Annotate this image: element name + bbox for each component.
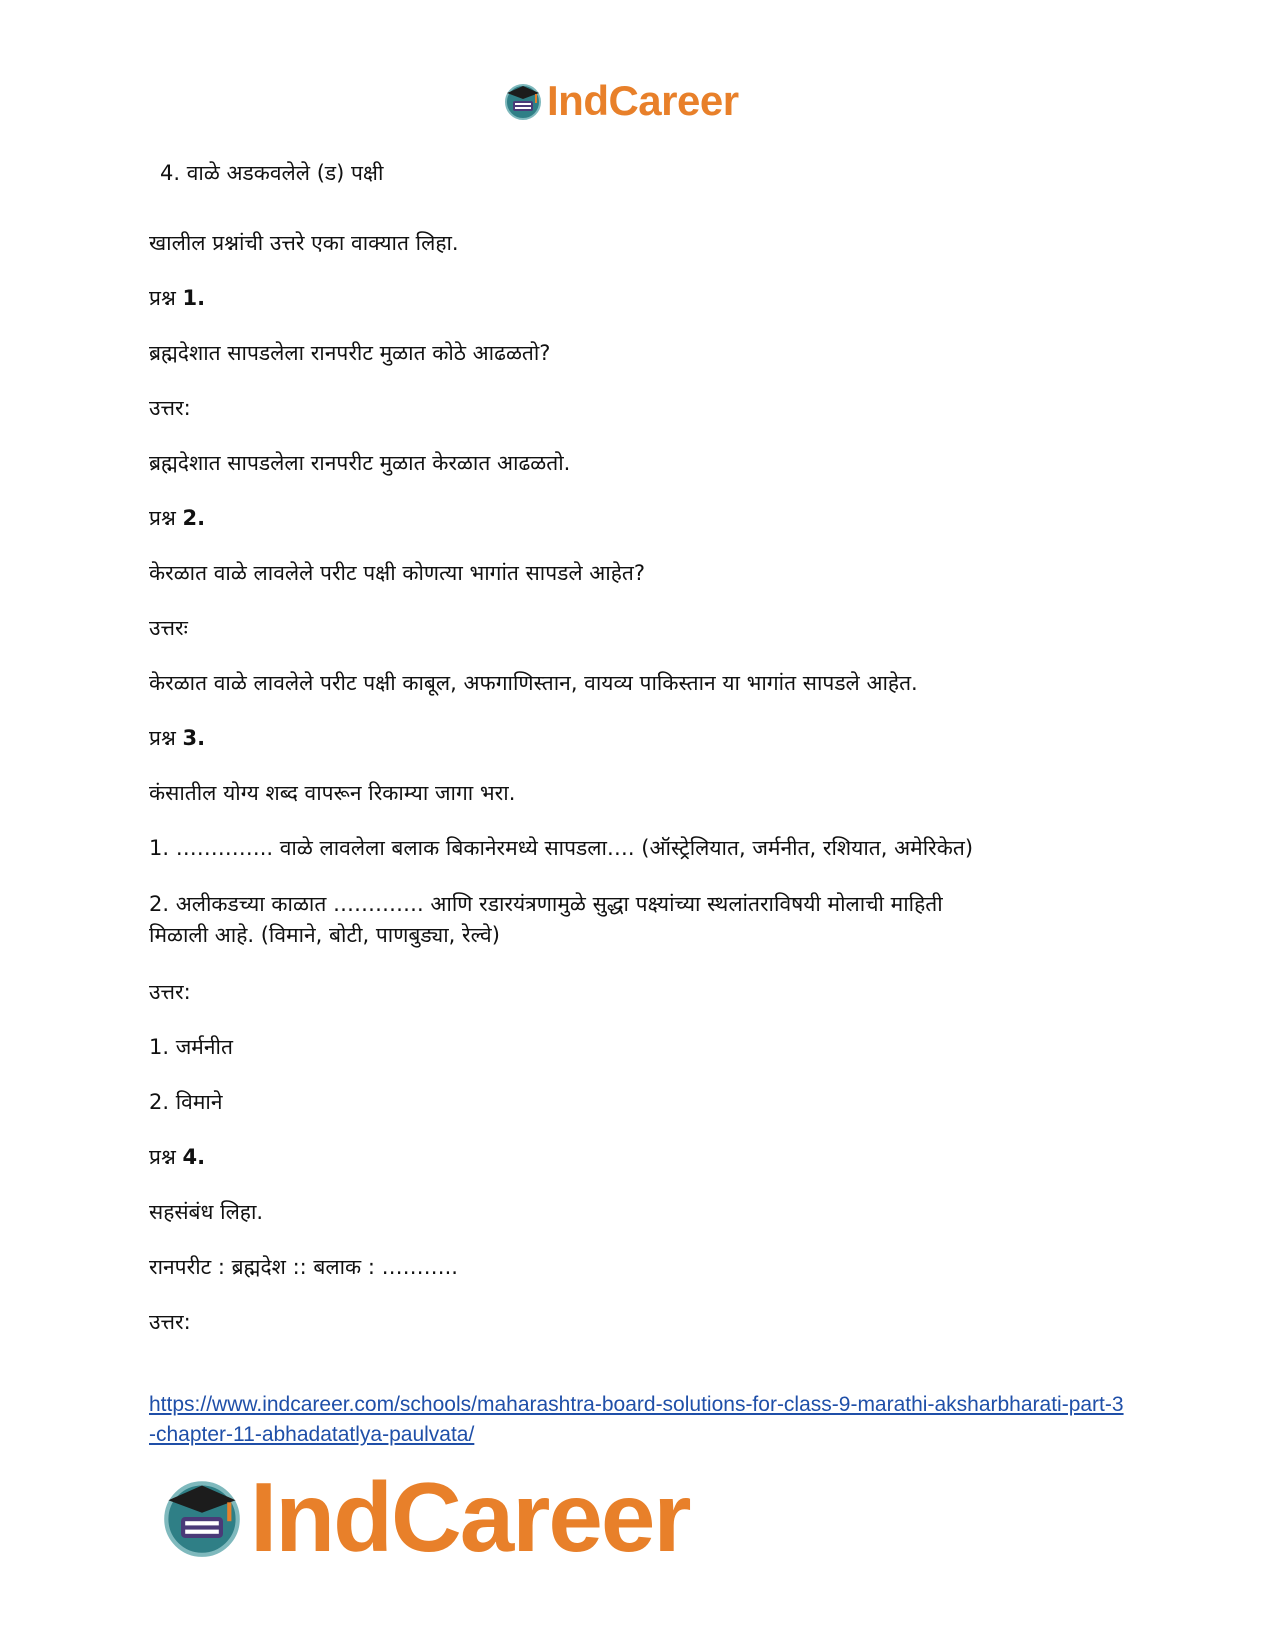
answer-2-label: उत्तरः bbox=[149, 616, 188, 640]
indcareer-logo-top bbox=[503, 77, 739, 124]
question-prefix: प्रश्न bbox=[149, 506, 183, 530]
answer-3-label: उत्तर: bbox=[149, 980, 191, 1004]
question-number: 4. bbox=[182, 1145, 206, 1169]
match-row-4: 4. वाळे अडकवलेले (ड) पक्षी bbox=[160, 161, 384, 185]
question-2-text: केरळात वाळे लावलेले परीट पक्षी कोणत्या भागांत सापडले आहेत? bbox=[149, 561, 646, 585]
brand-name: IndCareer bbox=[547, 77, 739, 124]
blank-2a: 2. अलीकडच्या काळात …………. आणि रडारयंत्रणामुळे सुद्धा पक्ष्यांच्या स्थलांतराविषयी मोलाची माहिती bbox=[149, 892, 943, 916]
indcareer-logo-bottom bbox=[160, 1462, 690, 1572]
answer-3-1: 1. जर्मनीत bbox=[149, 1035, 233, 1059]
question-4-text: सहसंबंध लिहा. bbox=[149, 1200, 264, 1224]
question-2-label bbox=[149, 502, 205, 534]
question-prefix: प्रश्न bbox=[149, 1145, 183, 1169]
question-1-text: ब्रह्मदेशात सापडलेला रानपरीट मुळात कोठे आढळतो? bbox=[149, 341, 551, 365]
blank-1: 1. ………….. वाळे लावलेला बलाक बिकानेरमध्ये सापडला…. (ऑस्ट्रेलियात, जर्मनीत, रशियात, अमेरिकेत) bbox=[149, 836, 974, 860]
answer-2-text: केरळात वाळे लावलेले परीट पक्षी काबूल, अफगाणिस्तान, वायव्य पाकिस्तान या भागांत सापडले आहेत. bbox=[149, 671, 918, 695]
instruction-1: खालील प्रश्नांची उत्तरे एका वाक्यात लिहा. bbox=[149, 231, 459, 255]
answer-3-2: 2. विमाने bbox=[149, 1090, 223, 1114]
question-number: 3. bbox=[182, 726, 206, 750]
question-prefix: प्रश्न bbox=[149, 726, 183, 750]
question-4-pair: रानपरीट : ब्रह्मदेश :: बलाक : ……….. bbox=[149, 1255, 458, 1279]
question-1-label bbox=[149, 282, 205, 314]
question-number: 1. bbox=[182, 286, 206, 310]
question-prefix: प्रश्न bbox=[149, 286, 183, 310]
blank-2b: मिळाली आहे. (विमाने, बोटी, पाणबुड्या, रेल्वे) bbox=[149, 923, 500, 947]
question-4-label bbox=[149, 1141, 205, 1173]
source-url-link[interactable]: https://www.indcareer.com/schools/maharashtra-board-solutions-for-class-9-marathi-aksharbharati-part-3-chapter-11-abhadatatlya-paulvata/ bbox=[149, 1393, 1124, 1446]
question-3-label bbox=[149, 722, 205, 754]
graduation-globe-icon bbox=[503, 81, 543, 121]
question-number: 2. bbox=[182, 506, 206, 530]
answer-1-text: ब्रह्मदेशात सापडलेला रानपरीट मुळात केरळात आढळतो. bbox=[149, 451, 571, 475]
question-3-text: कंसातील योग्य शब्द वापरून रिकाम्या जागा भरा. bbox=[149, 781, 516, 805]
answer-4-label: उत्तर: bbox=[149, 1310, 191, 1334]
brand-name: IndCareer bbox=[250, 1462, 690, 1572]
answer-1-label: उत्तर: bbox=[149, 396, 191, 420]
graduation-globe-icon bbox=[160, 1475, 244, 1559]
